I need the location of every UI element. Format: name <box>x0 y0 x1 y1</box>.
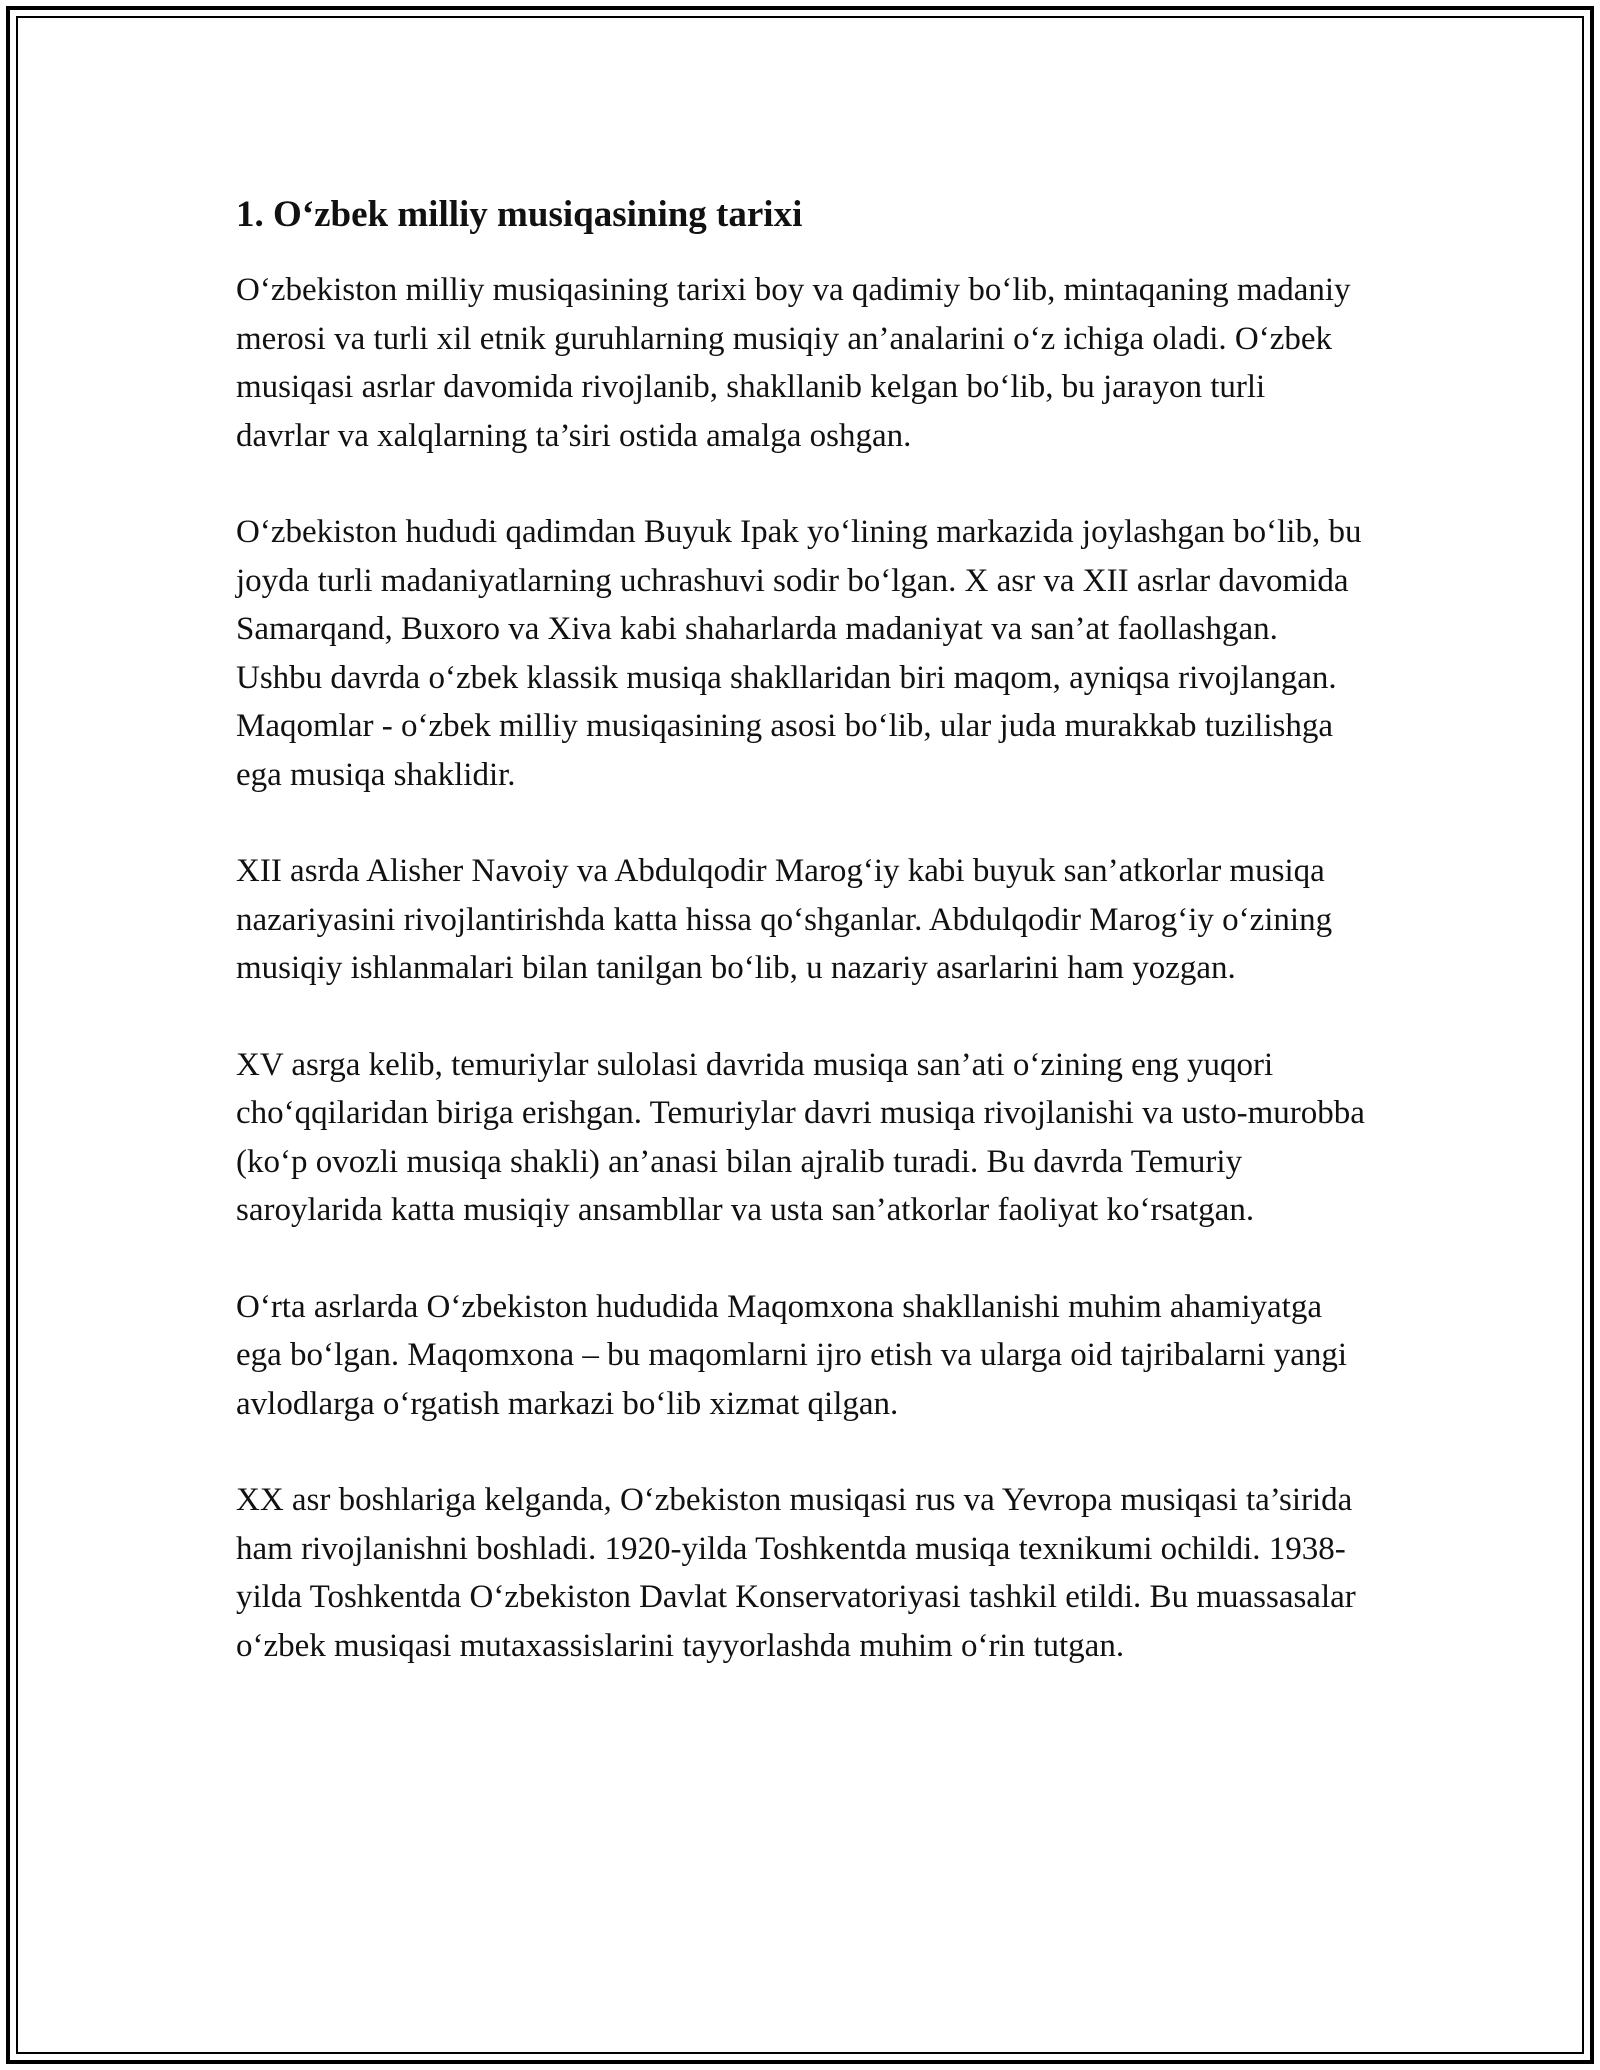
paragraph-3: XII asrda Alisher Navoiy va Abdulqodir Marog‘iy kabi buyuk san’atkorlar musiqa nazariyasini rivojlantirishda katta hissa qo‘shganlar. Abdulqodir Marog‘iy o‘zining musiqiy ishlanmalari bilan tanilgan bo‘lib, u nazariy asarlarini ham yozgan. <box>236 853 1333 986</box>
paragraph-4: XV asrga kelib, temuriylar sulolasi davrida musiqa san’ati o‘zining eng yuqori cho‘qqilaridan biriga erishgan. Temuriylar davri musiqa rivojlanishi va usto-murobba (ko‘p ovozli musiqa shakli) an’anasi bilan ajralib turadi. Bu davrda Temuriy saroylarida katta musiqiy ansambllar va usta san’atkorlar faoliyat ko‘rsatgan. <box>236 1046 1365 1228</box>
paragraph-2: O‘zbekiston hududi qadimdan Buyuk Ipak yo‘lining markazida joylashgan bo‘lib, bu joyda turli madaniyatlarning uchrashuvi sodir bo‘lgan. X asr va XII asrlar davomida Samarqand, Buxoro va Xiva kabi shaharlarda madaniyat va san’at faollashgan. Ushbu davrda o‘zbek klassik musiqa shakllaridan biri maqom, ayniqsa rivojlangan. Maqomlar - o‘zbek milliy musiqasining asosi bo‘lib, ular juda murakkab tuzilishga ega musiqa shaklidir. <box>236 514 1362 793</box>
section-heading: 1. O‘zbek milliy musiqasining tarixi <box>236 194 803 235</box>
paragraph-5: O‘rta asrlarda O‘zbekiston hududida Maqomxona shakllanishi muhim ahamiyatga ega bo‘lgan. Maqomxona – bu maqomlarni ijro etish va ularga oid tajribalarni yangi avlodlarga o‘rgatish markazi bo‘lib xizmat qilgan. <box>236 1288 1348 1422</box>
paragraph-6: XX asr boshlariga kelganda, O‘zbekiston musiqasi rus va Yevropa musiqasi ta’sirida ham rivojlanishni boshladi. 1920-yilda Toshkentda musiqa texnikumi ochildi. 1938-yilda Toshkentda O‘zbekiston Davlat Konservatoriyasi tashkil etildi. Bu muassasalar o‘zbek musiqasi mutaxassislarini tayyorlashda muhim o‘rin tutgan. <box>236 1482 1356 1664</box>
paragraph-1: O‘zbekiston milliy musiqasining tarixi boy va qadimiy bo‘lib, mintaqaning madaniy merosi va turli xil etnik guruhlarning musiqiy an’analarini o‘z ichiga oladi. O‘zbek musiqasi asrlar davomida rivojlanib, shakllanib kelgan bo‘lib, bu jarayon turli davrlar va xalqlarning ta’siri ostida amalga oshgan. <box>236 272 1351 454</box>
document-body <box>236 186 1366 1670</box>
